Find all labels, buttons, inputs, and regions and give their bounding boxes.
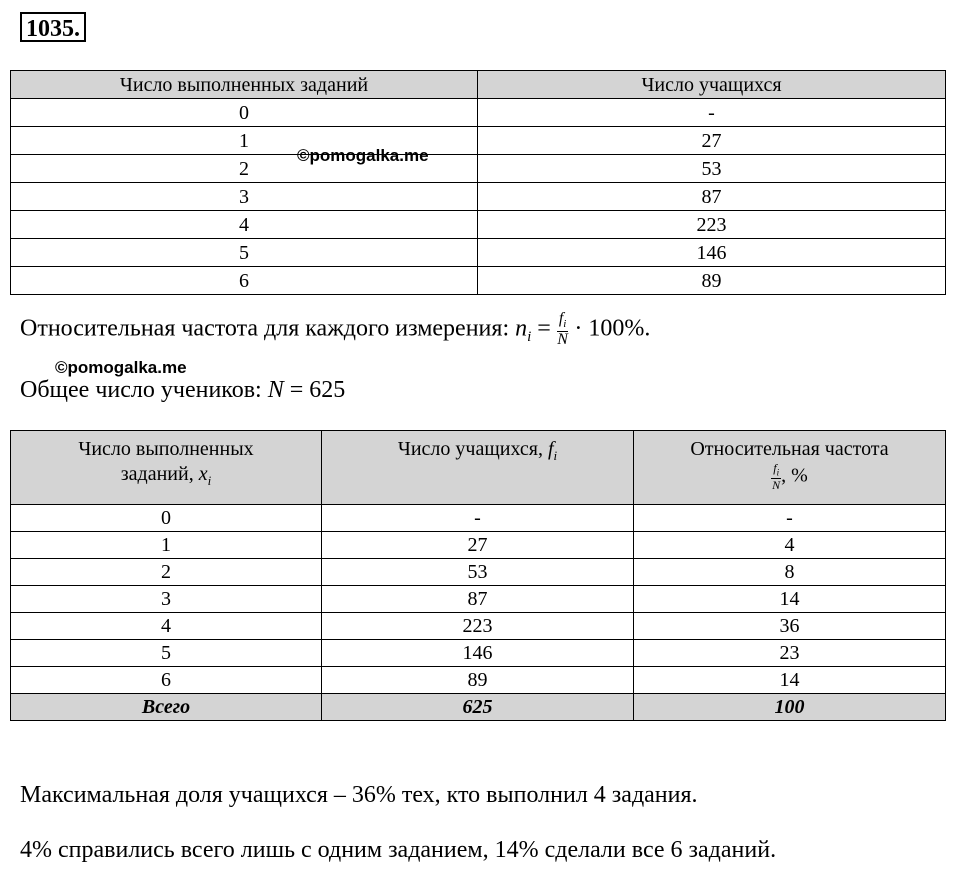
header-relative-frequency xyxy=(634,431,946,505)
watermark: ©pomogalka.me xyxy=(55,358,187,377)
table-cell: 5 xyxy=(11,239,478,267)
header-student-count xyxy=(322,431,634,505)
table-cell: 2 xyxy=(11,559,322,586)
total-rest: = 625 xyxy=(283,377,346,403)
table-cell: 5 xyxy=(11,640,322,667)
header-tasks-completed xyxy=(11,431,322,505)
formula-line xyxy=(20,311,650,349)
table-row xyxy=(11,532,946,559)
formula-frac-num: f xyxy=(558,310,564,327)
table-row xyxy=(11,613,946,640)
formula-fraction xyxy=(557,311,569,349)
table-cell: 3 xyxy=(11,586,322,613)
table-cell: 6 xyxy=(11,267,478,295)
total-students: 625 xyxy=(322,694,634,721)
table-cell: 14 xyxy=(634,667,946,694)
table-cell: 27 xyxy=(322,532,634,559)
table-row xyxy=(11,559,946,586)
table-cell: 87 xyxy=(478,183,946,211)
total-line xyxy=(20,377,345,404)
header-var: x xyxy=(198,463,208,485)
table-cell: 89 xyxy=(322,667,634,694)
table-cell: 53 xyxy=(322,559,634,586)
header-text: Число выполненных xyxy=(78,438,254,460)
table-header-row xyxy=(11,431,946,505)
header-text: Число учащихся, xyxy=(397,438,548,460)
header-frac-num: f xyxy=(773,461,777,475)
table-cell: 87 xyxy=(322,586,634,613)
table-cell: - xyxy=(478,99,946,127)
header-var-sub: i xyxy=(553,448,558,463)
table-cell: 36 xyxy=(634,613,946,640)
table-row xyxy=(11,127,946,155)
table-row xyxy=(11,640,946,667)
table-cell: - xyxy=(322,505,634,532)
table-cell: 1 xyxy=(11,127,478,155)
table-cell: 0 xyxy=(11,505,322,532)
table-cell: 27 xyxy=(478,127,946,155)
table-total-row xyxy=(11,694,946,721)
total-label: Всего xyxy=(11,694,322,721)
conclusion-max-share: Максимальная доля учащихся – 36% тех, кто выполнил 4 задания. xyxy=(20,782,698,808)
header-student-count: Число учащихся xyxy=(478,71,946,99)
formula-rhs: · 100%. xyxy=(568,315,651,342)
table-cell: 0 xyxy=(11,99,478,127)
header-fraction xyxy=(771,462,781,491)
table-row xyxy=(11,239,946,267)
total-var: N xyxy=(267,377,284,403)
total-percent: 100 xyxy=(634,694,946,721)
table-cell: 1 xyxy=(11,532,322,559)
table-header-row xyxy=(11,71,946,99)
table-row xyxy=(11,505,946,532)
table-row xyxy=(11,183,946,211)
table-cell: 223 xyxy=(478,211,946,239)
header-frac-den: N xyxy=(772,477,781,492)
formula-lhs: n xyxy=(515,315,528,342)
table-cell: 6 xyxy=(11,667,322,694)
header-var: f xyxy=(547,438,554,460)
table-cell: 146 xyxy=(322,640,634,667)
header-tasks-completed: Число выполненных заданий xyxy=(11,71,478,99)
table-cell: 2 xyxy=(11,155,478,183)
formula-frac-num-sub: i xyxy=(563,318,567,331)
conclusion-min-share: 4% справились всего лишь с одним заданием, 14% сделали все 6 заданий. xyxy=(20,837,777,863)
table-cell: 23 xyxy=(634,640,946,667)
table-cell: - xyxy=(634,505,946,532)
header-unit: , % xyxy=(781,464,808,487)
header-frac-num-sub: i xyxy=(776,467,780,478)
watermark: ©pomogalka.me xyxy=(297,146,429,165)
table-row xyxy=(11,155,946,183)
table-cell: 8 xyxy=(634,559,946,586)
table-cell: 53 xyxy=(478,155,946,183)
table-cell: 146 xyxy=(478,239,946,267)
table-cell: 223 xyxy=(322,613,634,640)
table-row xyxy=(11,267,946,295)
relative-frequency-table xyxy=(10,430,946,721)
table-row xyxy=(11,667,946,694)
table-cell: 14 xyxy=(634,586,946,613)
header-text: Относительная частота xyxy=(690,438,889,460)
table-row xyxy=(11,99,946,127)
formula-frac-den: N xyxy=(557,330,568,348)
header-var-sub: i xyxy=(207,473,212,488)
header-text: заданий, xyxy=(120,463,199,485)
table-cell: 4 xyxy=(11,211,478,239)
table-row xyxy=(11,211,946,239)
formula-text: Относительная частота для каждого измерения: xyxy=(20,315,516,342)
problem-number: 1035. xyxy=(20,12,86,42)
total-text: Общее число учеников: xyxy=(20,377,268,403)
table-cell: 3 xyxy=(11,183,478,211)
formula-eq: = xyxy=(531,315,557,342)
frequency-table xyxy=(10,70,946,295)
formula-lhs-sub: i xyxy=(527,329,532,346)
table-cell: 89 xyxy=(478,267,946,295)
table-cell: 4 xyxy=(11,613,322,640)
table-row xyxy=(11,586,946,613)
table-cell: 4 xyxy=(634,532,946,559)
